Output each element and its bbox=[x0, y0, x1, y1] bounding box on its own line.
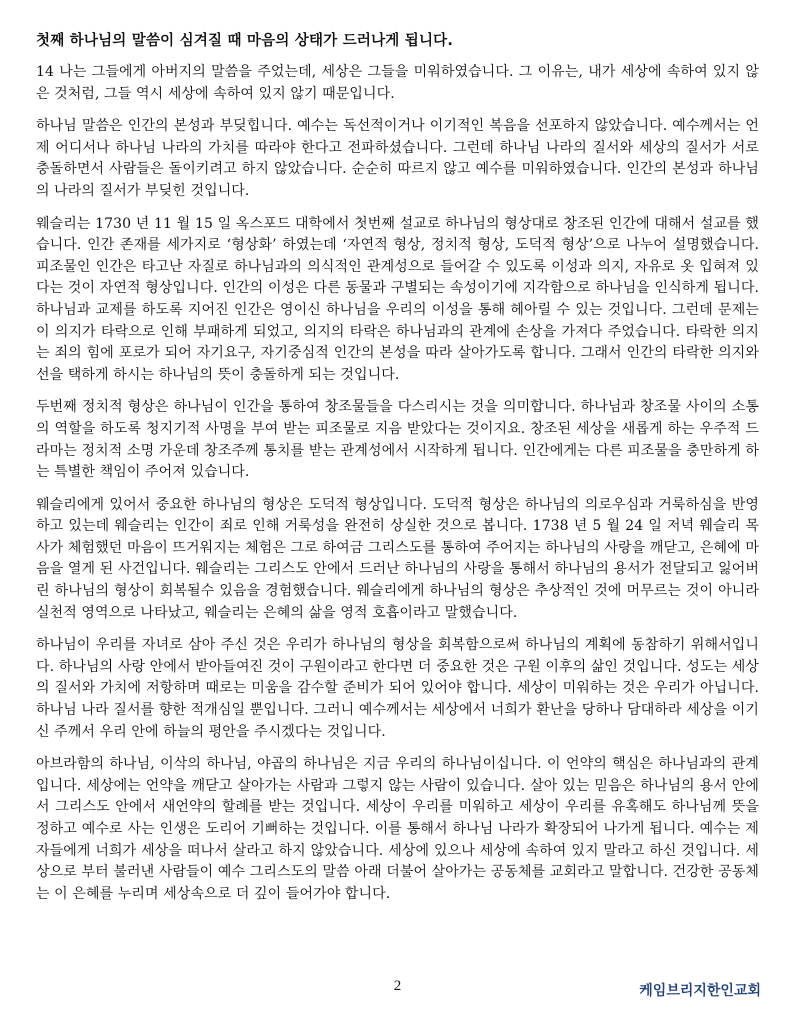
paragraph-restoration: 하나님이 우리를 자녀로 삼아 주신 것은 우리가 하나님의 형상을 회복함으로써 하나님의 계획에 동참하기 위해서입니다. 하나님의 사랑 안에서 받아들여진 것이 구원이라고 한다면 더 중요한 것은 구원 이후의 삶인 것입니다. 성도는 세상의 질서와 가치에 저항하며 때로는 미움을 감수할 준비가 되어 있어야 합니다. 세상이 미워하는 것은 우리가 아닙니다. 하나님 나라 질서를 향한 적개심일 뿐입니다. 그러니 예수께서는 세상에서 너희가 환난을 당하나 담대하라 세상을 이기신 주께서 우리 안에 하늘의 평안을 주시겠다는 것입니다. bbox=[36, 637, 759, 740]
paragraph-political-image: 두번째 정치적 형상은 하나님이 인간을 통하여 창조물들을 다스리시는 것을 의미합니다. 하나님과 창조물 사이의 소통의 역할을 하도록 청지기적 사명을 부여 받는 피조물로 지음 받았다는 것이지요. 창조된 세상을 새롭게 하는 우주적 드라마는 정치적 소명 가운데 창조주께 통치를 받는 관계성에서 시작하게 됩니다. 인간에게는 다른 피조물을 충만하게 하는 특별한 책임이 주어져 있습니다. bbox=[36, 399, 759, 481]
paragraph-word-and-nature: 하나님 말씀은 인간의 본성과 부딪힙니다. 예수는 독선적이거나 이기적인 복음을 선포하지 않았습니다. 예수께서는 언제 어디서나 하나님 나라의 가치를 따라야 한다고 전파하셨습니다. 그런데 하나님 나라의 질서와 세상의 질서가 서로 충돌하면서 사람들은 돌이키려고 하지 않았습니다. 순순히 따르지 않고 예수를 미워하였습니다. 인간의 본성과 하나님의 나라의 질서가 부딪힌 것입니다. bbox=[36, 118, 759, 199]
paragraph-natural-image: 웨슬리는 1730 년 11 월 15 일 옥스포드 대학에서 첫번째 설교로 하나님의 형상대로 창조된 인간에 대해서 설교를 했습니다. 인간 존재를 세가지로 ‘형상화’ 하였는데 ‘자연적 형상, 정치적 형상, 도덕적 형상’으로 나누어 설명했습니다. 피조물인 인간은 타고난 자질로 하나님과의 의식적인 관계성으로 들어갈 수 있도록 이성과 의지, 자유로 옷 입혀져 있다는 것이 자연적 형상입니다. 인간의 이성은 다른 동물과 구별되는 속성이기에 지각함으로 하나님을 인식하게 됩니다. 하나님과 교제를 하도록 지어진 인간은 영이신 하나님을 우리의 이성을 통해 헤아릴 수 있는 것입니다. 그런데 문제는 이 의지가 타락으로 인해 부패하게 되었고, 의지의 타락은 하나님과의 관계에 손상을 가져다 주었습니다. 타락한 의지는 죄의 힘에 포로가 되어 자기요구, 자기중심적 인간의 본성을 따라 살아가도록 합니다. 그래서 인간의 타락한 의지와 선을 택하게 하시는 하나님의 뜻이 충돌하게 되는 것입니다. bbox=[36, 215, 759, 383]
paragraph-moral-image: 웨슬리에게 있어서 중요한 하나님의 형상은 도덕적 형상입니다. 도덕적 형상은 하나님의 의로우심과 거룩하심을 반영하고 있는데 웨슬리는 인간이 죄로 인해 거룩성을 완전히 상실한 것으로 봅니다. 1738 년 5 월 24 일 저녁 웨슬리 목사가 체험했던 마음이 뜨거워지는 체험은 그로 하여금 그리스도를 통하여 주어지는 하나님의 사랑을 깨닫고, 은혜에 마음을 열게 된 사건입니다. 웨슬리는 그리스도 안에서 드러난 하나님의 사랑을 통해서 하나님의 용서가 전달되고 잃어버린 하나님의 형상이 회복될수 있음을 경험했습니다. 웨슬리에게 하나님의 형상은 추상적인 것에 머무르는 것이 아니라 실천적 영역으로 나타났고, 웨슬리는 은혜의 삶을 영적 호흡이라고 말했습니다. bbox=[36, 496, 759, 621]
church-name: 케임브리지한인교회 bbox=[639, 983, 761, 999]
page-footer bbox=[0, 974, 795, 1004]
section-heading: 첫째 하나님의 말씀이 심겨질 때 마음의 상태가 드러나게 됩니다. bbox=[36, 33, 454, 49]
page-number: 2 bbox=[393, 978, 402, 994]
paragraph-covenant: 아브라함의 하나님, 이삭의 하나님, 야곱의 하나님은 지금 우리의 하나님이십니다. 이 언약의 핵심은 하나님과의 관계입니다. 세상에는 언약을 깨닫고 살아가는 사람과 그렇지 않는 사람이 있습니다. 살아 있는 믿음은 하나님의 용서 안에서 그리스도 안에서 새언약의 할례를 받는 것입니다. 세상이 우리를 미워하고 세상이 우리를 유혹해도 하나님께 뜻을 정하고 예수로 사는 인생은 도리어 기뻐하는 것입니다. 이를 통해서 하나님 나라가 확장되어 나가게 됩니다. 예수는 제자들에게 너희가 세상을 떠나서 살라고 하지 않았습니다. 세상에 있으나 세상에 속하여 있지 말라고 하신 것입니다. 세상으로 부터 불러낸 사람들이 예수 그리스도의 말씀 아래 더불어 살아가는 공동체를 교회라고 말합니다. 건강한 공동체는 이 은혜를 누리며 세상속으로 더 깊이 들어가야 합니다. bbox=[36, 756, 759, 902]
paragraph-scripture: 14 나는 그들에게 아버지의 말씀을 주었는데, 세상은 그들을 미워하였습니다. 그 이유는, 내가 세상에 속하여 있지 않은 것처럼, 그들 역시 세상에 속하여 있지 않기 때문입니다. bbox=[36, 64, 759, 102]
